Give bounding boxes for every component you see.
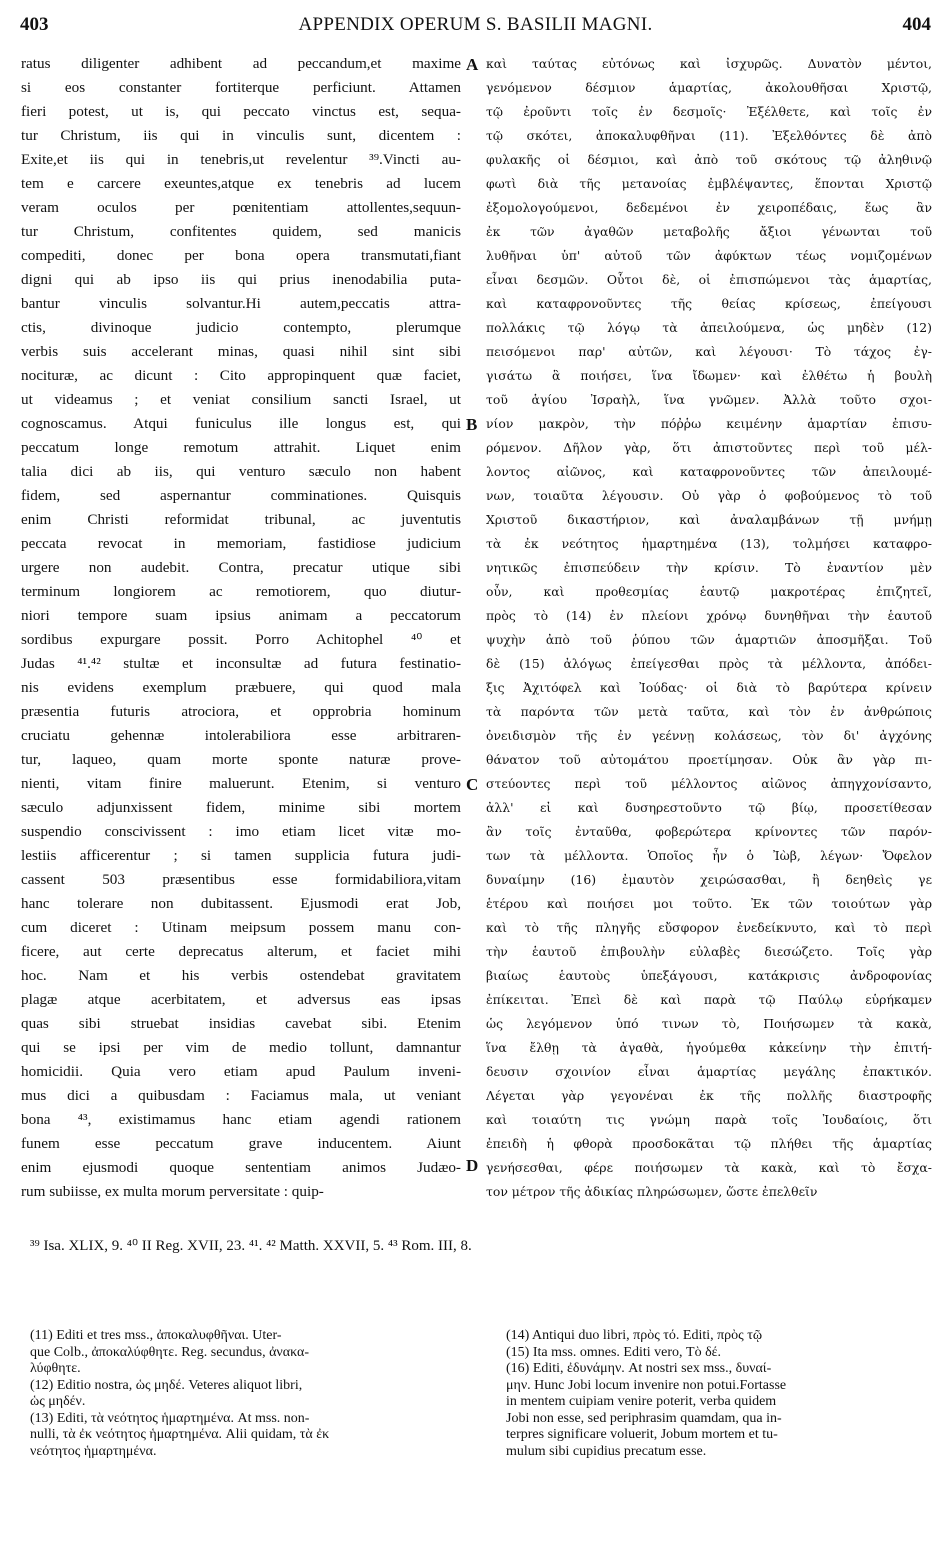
footnote-line: (11) Editi et tres mss., ἀποκαλυφθῆναι. Uter-	[30, 1328, 282, 1343]
greek-text-line: θάνατον τοῦ αὐτομάτου προετίμησαν. Οὐκ ἂν γὰρ πι-	[486, 752, 932, 767]
latin-text-line: bantur vinculis solvantur.Hi autem,peccatis attra-	[21, 295, 461, 312]
greek-text-line: πολλάκις τῷ λόγῳ τὰ ἀπειλούμενα, ὡς μηδὲν (12)	[486, 320, 932, 335]
latin-text-line: funem esse peccatum grave inducentem. Aiunt	[21, 1135, 461, 1152]
latin-text-line: mus dici a quibusdam : Faciamus mala, ut veniant	[21, 1087, 461, 1104]
greek-text-line: δευσιν σχοινίον εἶναι ἁμαρτίας μεγάλης ἐπακτικόν.	[486, 1064, 932, 1079]
greek-text-line: ἐπειδὴ ἡ φθορὰ προσδοκᾶται τῷ πλήθει τῆς ἁμαρτίας	[486, 1136, 932, 1151]
greek-text-line: Χριστοῦ δικαστήριον, καὶ ἀναλαμβάνων τῇ μνήμῃ	[486, 512, 932, 527]
footnote-line: que Colb., ἀποκαλύφθητε. Reg. secundus, ἀνακα-	[30, 1344, 309, 1360]
latin-text-line: compediti, donec per bona opera transmutati,fiant	[21, 247, 461, 264]
latin-text-line: nocituræ, ac dicunt : Cito appropinquent quæ faciet,	[21, 367, 461, 384]
latin-text-line: tur, laqueo, quam morte sponte naturæ prove-	[21, 751, 461, 768]
greek-text-line: ἐκ τῶν ἀγαθῶν μεταβολῆς ἄξιοι γένωνται τοῦ	[486, 224, 932, 239]
footnote-line: μην. Hunc Jobi locum invenire non potui.Fortasse	[506, 1377, 787, 1393]
page-number-left: 403	[20, 14, 49, 35]
scripture-references: ³⁹ Isa. XLIX, 9. ⁴⁰ II Reg. XVII, 23. ⁴¹. ⁴² Matth. XXVII, 5. ⁴³ Rom. III, 8.	[30, 1238, 472, 1254]
latin-text-line: cruciatu gehennæ intolerabiliora esse arbitraren-	[21, 727, 461, 744]
section-marker-c: C	[466, 775, 479, 794]
greek-text-line: ρόμενον. Δῆλον γὰρ, ὅτι ἀπιστοῦντες περὶ τοῦ μέλ-	[486, 440, 932, 455]
footnote-line: (14) Antiqui duo libri, πρὸς τό. Editi, πρὸς τῷ	[506, 1328, 763, 1343]
latin-text-line: Judas ⁴¹.⁴² stultæ et inconsultæ ad futura festinatio-	[21, 655, 461, 672]
greek-text-line: ὡς λεγόμενον ὑπό τινων τὸ, Ποιήσωμεν τὰ κακὰ,	[486, 1016, 932, 1031]
latin-text-line: tur Christum, iis qui in vinculis sunt, dicentem :	[21, 127, 461, 144]
latin-text-line: rum subiisse, ex multa morum perversitate : quip-	[21, 1183, 324, 1200]
greek-text-line: πεισόμενοι παρ' αὐτῶν, καὶ λέγουσι· Τὸ τάχος ἐγ-	[486, 344, 932, 359]
latin-text-line: cognoscamus. Atqui funiculus ille longus est, qui	[21, 415, 461, 432]
greek-text-line: νίον μακρὸν, τὴν πόῤῥω κειμένην ἁμαρτίαν ἐπισυ-	[486, 416, 932, 431]
footnote-line: (13) Editi, τὰ νεότητος ἡμαρτημένα. At mss. non-	[30, 1410, 310, 1426]
footnote-line: Jobi non esse, sed periphrasim quamdam, qua in-	[506, 1410, 782, 1426]
latin-text-line: ratus diligenter adhibent ad peccandum,et maxime	[21, 55, 461, 72]
latin-text-line: peccatum longe remotum attrahit. Liquet enim	[21, 439, 461, 456]
greek-text-line: φυλακῆς οἱ δέσμιοι, καὶ ἀπὸ τοῦ σκότους τῷ ἀληθινῷ	[486, 152, 932, 167]
greek-text-line: τῷ ἐροῦντι τοῖς ἐν δεσμοῖς· Ἐξέλθετε, καὶ τοῖς ἐν	[486, 104, 932, 119]
latin-text-line: tur Christum, confitentes quidem, sed manicis	[21, 223, 461, 240]
latin-column	[21, 52, 461, 1204]
latin-text-line: plagæ atque acerbitatem, et adversus eas ipsas	[21, 991, 461, 1008]
greek-text-line: τὰ ἐκ νεότητος ἡμαρτημένα (13), τολμήσει καταφρο-	[486, 536, 932, 551]
latin-text-line: suspendio conscivissent : imo etiam licet vitæ mo-	[21, 823, 461, 840]
greek-text-line: τὴν ἑαυτοῦ ἐπιβουλὴν εὐλαβὲς διεσώζετο. Τοῖς γὰρ	[486, 944, 932, 959]
greek-text-line: ξις Ἀχιτόφελ καὶ Ἰούδας· οἱ διὰ τὸ βαρύτερα κρίνειν	[486, 680, 932, 695]
latin-text-line: verbis suis accelerant minas, quasi nihil sint sibi	[21, 343, 461, 360]
greek-text-line: ἂν τοῖς ἐνταῦθα, φοβερώτερα κρίνοντες τῶν παρόν-	[486, 824, 932, 839]
greek-text-line: φωτὶ διὰ τῆς μετανοίας ἐμβλέψαντες, ἕπονται Χριστῷ	[486, 176, 932, 191]
footnote-line: λύφθητε.	[30, 1361, 81, 1376]
greek-text-line: ἵνα ἔλθῃ τὰ ἀγαθὰ, ἡγούμεθα κἀκείνην τὴν ἐπιτή-	[486, 1040, 932, 1055]
footnote-line: (16) Editi, ἐδυνάμην. At nostri sex mss., δυναί-	[506, 1361, 772, 1376]
greek-text-line: νητικῶς ἐπισπεύδειν τὴν κρίσιν. Τὸ ἐναντίον μὲν	[486, 560, 932, 575]
latin-text-line: tem e carcere exeuntes,atque ex tenebris ad lucem	[21, 175, 461, 192]
greek-text-line: τον μέτρον τῆς ἀδικίας πληρώσωμεν, ὥστε ἐπελθεῖν	[486, 1184, 818, 1199]
latin-text-line: ficere, aut certe deprecatus alterum, et faciet mihi	[21, 943, 461, 960]
latin-text-line: talia dici ab iis, qui venturo sæculo non habent	[21, 463, 461, 480]
footnote-line: nulli, τὰ ἐκ νεότητος ἡμαρτημένα. Alii quidam, τὰ ἐκ	[30, 1427, 330, 1442]
footnote-line: (12) Editio nostra, ὡς μηδέ. Veteres aliquot libri,	[30, 1377, 303, 1393]
section-marker-a: A	[466, 55, 479, 74]
latin-text-line: peccata revocat in memoriam, fastidiose judicium	[21, 535, 461, 552]
greek-text-line: ὀνειδισμὸν τῆς ἐν γεέννῃ κολάσεως, τὸν δι' ἀγχόνης	[486, 728, 932, 743]
latin-text-line: si eos constanter fortiterque perficiunt. Attamen	[21, 79, 461, 96]
greek-text-line: των τὰ μέλλοντα. Ὁποῖος ἦν ὁ Ἰὼβ, λέγων· Ὄφελον	[486, 848, 932, 863]
running-header	[20, 14, 931, 44]
greek-text-line: εἶναι δεσμῶν. Οὗτοι δὲ, οἱ ἐπισπώμενοι τὰς ἁμαρτίας,	[486, 272, 932, 287]
greek-text-line: γενόμενον δέσμιον ἁμαρτίας, ἀκολουθῆσαι Χριστῷ,	[486, 80, 932, 95]
latin-text-line: enim ejusmodi quoque sententiam animos Judæo-	[21, 1159, 461, 1176]
latin-text-line: sæculo adjunxissent fidem, minime sibi mortem	[21, 799, 461, 816]
greek-text-line: δὲ (15) ἀλόγως ἐπείγεσθαι πρὸς τὰ μέλλοντα, ἀπόδει-	[486, 656, 932, 671]
latin-text-line: digni qui ab ipso iis qui prius inenodabilia puta-	[21, 271, 461, 288]
page-title: APPENDIX OPERUM S. BASILII MAGNI.	[298, 14, 653, 35]
footnotes-left	[30, 1328, 466, 1460]
greek-text-line: ἐξομολογούμενοι, δεδεμένοι ἐν χειροπέδαις, ἕως ἂν	[486, 200, 932, 215]
footnote-line: νεότητος ἡμαρτημένα.	[30, 1443, 157, 1459]
greek-text-line: ψυχὴν ἀπὸ τοῦ ῥύπου τῶν ἁμαρτιῶν ἀποσμῆξαι. Τοῦ	[486, 632, 932, 647]
greek-text-line: Λέγεται γὰρ γεγονέναι ἐκ τῆς πολλῆς διαστροφῆς	[486, 1088, 932, 1103]
greek-text-line: γισάτω ἃ ποιήσει, ἵνα ἴδωμεν· καὶ ἐλθέτω ἡ βουλὴ	[486, 368, 932, 383]
greek-text-line: καὶ τοιαύτη τις γνώμη παρὰ τοῖς Ἰουδαίοις, ὅτι	[486, 1112, 932, 1127]
latin-text-line: niori tempore suam ipsius animam a peccatorum	[21, 607, 461, 624]
section-marker-b: B	[466, 415, 478, 434]
latin-text-line: veram oculos per pœnitentiam attollentes,sequun-	[21, 199, 461, 216]
latin-text-line: hoc. Nam et his verbis ostendebat gravitatem	[21, 967, 461, 984]
latin-text-line: quas sibi struebat insidias cavebat sibi. Etenim	[21, 1015, 461, 1032]
latin-text-line: sordibus expurgare possit. Porro Achitophel ⁴⁰ et	[21, 631, 461, 648]
greek-text-line: πρὸς τὸ (14) ἐν πλείονι χρόνῳ δυνηθῆναι τὴν ἑαυτοῦ	[486, 608, 932, 623]
latin-text-line: fidem, sed aspernantur comminationes. Quisquis	[21, 487, 461, 504]
footnote-line: ὡς μηδέν.	[30, 1394, 86, 1409]
greek-text-line: στεύοντες περὶ τοῦ μέλλοντος αἰῶνος ἀπηγχονίσαντο,	[486, 776, 932, 791]
greek-text-line: καὶ ταύτας εὐτόνως καὶ ἰσχυρῶς. Δυνατὸν μέντοι,	[486, 56, 932, 71]
latin-text-line: terminum longiorem ac remotiorem, quo diutur-	[21, 583, 461, 600]
latin-text-line: hanc tolerare non dubitassent. Ejusmodi erat Job,	[21, 895, 461, 912]
greek-text-line: ἐπίκειται. Ἐπεὶ δὲ καὶ παρὰ τῷ Παύλῳ εὑρήκαμεν	[486, 992, 932, 1007]
footnote-line: in mentem cuipiam venire poterit, verba quidem	[506, 1394, 777, 1409]
latin-text-line: qui se ipsi per vim de medio tollunt, damnantur	[21, 1039, 461, 1056]
greek-text-line: λυθῆναι ὑπ' αὐτοῦ τῶν ἀφύκτων τέως νομιζομένων	[486, 248, 932, 263]
greek-text-line: οὖν, καὶ προθεσμίας ἑαυτῷ μακροτέρας ἐπιζητεῖ,	[486, 584, 932, 599]
latin-text-line: homicidii. Quia vero etiam apud Paulum inveni-	[21, 1063, 461, 1080]
latin-text-line: ctis, divinoque judicio contempto, plerumque	[21, 319, 461, 336]
greek-text-line: ἑτέρου καὶ ποιήσει μοι τοῦτο. Ἐκ τῶν τοιούτων γὰρ	[486, 896, 932, 911]
latin-text-line: cum diceret : Utinam meipsum possem manu con-	[21, 919, 461, 936]
greek-text-line: τοῦ ἁγίου Ἰσραὴλ, ἵνα γνῶμεν. Ἀλλὰ τοῦτο σχοι-	[486, 392, 932, 407]
section-marker-d: D	[466, 1156, 479, 1175]
latin-text-line: enim Christi reformidat tribunal, ac juventutis	[21, 511, 461, 528]
latin-text-line: præsentia futuris atrociora, et opprobria hominum	[21, 703, 461, 720]
greek-text-line: τὰ παρόντα τῶν μετὰ ταῦτα, καὶ τὸν ἐν ἀνθρώποις	[486, 704, 932, 719]
greek-text-line: νων, τοιαῦτα λέγουσιν. Οὐ γὰρ ὁ φοβούμενος τὸ τοῦ	[486, 488, 932, 503]
footnote-line: (15) Ita mss. omnes. Editi vero, Τὸ δέ.	[506, 1344, 722, 1360]
latin-text-line: nienti, vitam finire maluerunt. Etenim, si venturo	[21, 775, 461, 792]
greek-text-line: βιαίως ἑαυτοὺς ὑπεξάγουσι, κατάκρισις ἀνδροφονίας	[486, 968, 932, 983]
footnote-line: mulum sibi cupidius precatum esse.	[506, 1443, 707, 1459]
page-number-right: 404	[902, 14, 931, 35]
greek-text-line: καὶ τὸ τῆς πληγῆς εὔσφορον ἐνεδείκνυτο, καὶ τὸ περὶ	[486, 920, 932, 935]
latin-text-line: cassent 503 præsentibus esse formidabiliora,vitam	[21, 871, 461, 888]
footnotes-right	[506, 1328, 930, 1460]
greek-text-line: γενήσεσθαι, φέρε ποιήσωμεν τὰ κακὰ, καὶ τὸ ἔσχα-	[486, 1160, 932, 1175]
greek-text-line: δυναίμην (16) ἐμαυτὸν χειρώσασθαι, ἢ δεηθεὶς γε	[486, 872, 932, 887]
latin-text-line: nis evidens exemplum præbuere, qui quod mala	[21, 679, 461, 696]
latin-text-line: Exite,et iis qui in tenebris,ut revelentur ³⁹.Vincti au-	[21, 151, 461, 168]
greek-text-line: καὶ καταφρονοῦντες τῆς θείας κρίσεως, ἐπείγουσι	[486, 296, 932, 311]
greek-text-line: ἀλλ' εἰ καὶ δυσηρεστοῦντο τῷ βίῳ, προσετίθεσαν	[486, 800, 932, 815]
latin-text-line: urgere non audebit. Contra, precatur utique sibi	[21, 559, 461, 576]
footnote-line: terpres significare voluerit, Jobum mortem et tu-	[506, 1427, 778, 1442]
greek-text-line: λοντος αἰῶνος, καὶ καταφρονοῦντες τῶν ἀπειλουμέ-	[486, 464, 932, 479]
greek-text-line: τῷ σκότει, ἀποκαλυφθῆναι (11). Ἐξελθόντες δὲ ἀπὸ	[486, 128, 932, 143]
latin-text-line: fieri potest, ut is, qui peccato vinctus est, sequa-	[21, 103, 461, 120]
latin-text-line: lestiis afficerentur ; si tamen supplicia futura judi-	[21, 847, 461, 864]
latin-text-line: ut videamus ; et veniat consilium sancti Israel, ut	[21, 391, 461, 408]
greek-column	[486, 52, 932, 1204]
latin-text-line: bona ⁴³, existimamus hanc etiam agendi rationem	[21, 1111, 461, 1128]
